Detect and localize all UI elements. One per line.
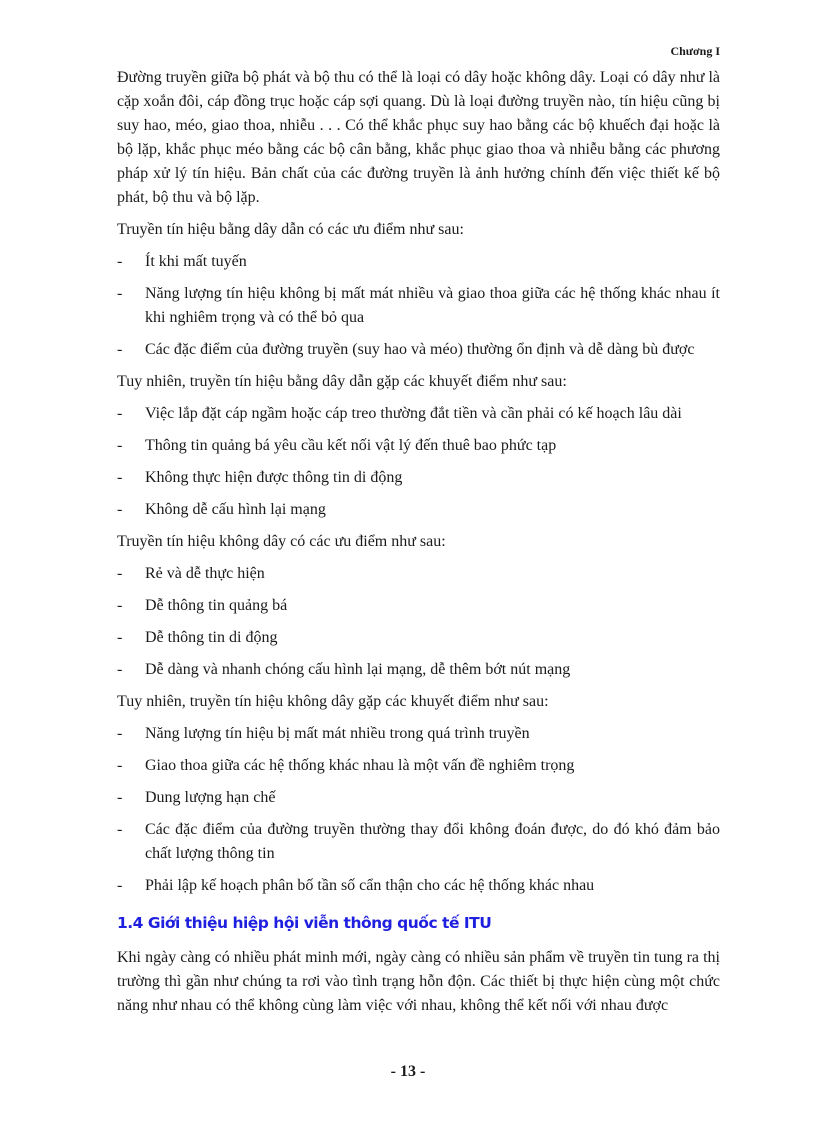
list-item-text: Dễ thông tin quảng bá xyxy=(145,597,288,614)
list-item-text: Không dễ cấu hình lại mạng xyxy=(145,501,326,518)
section-paragraph: Khi ngày càng có nhiều phát minh mới, ngày càng có nhiều sản phẩm về truyền tin tung ra thị trường thì gần như chúng ta rơi vào tình trạng hỗn độn. Các thiết bị thực hiện cùng một chức năng như nhau có thể không cùng làm việc với nhau, không thể kết nối với nhau được xyxy=(117,949,720,1014)
bullet-dash: - xyxy=(117,789,123,806)
page-content xyxy=(117,66,720,1026)
bullet-dash: - xyxy=(117,597,123,614)
list-item xyxy=(117,786,720,810)
bullet-dash: - xyxy=(117,405,123,422)
bullet-dash: - xyxy=(117,821,123,838)
list-item-text: Dung lượng hạn chế xyxy=(145,789,276,806)
list-item xyxy=(117,402,720,426)
intro-paragraph: Đường truyền giữa bộ phát và bộ thu có thể là loại có dây hoặc không dây. Loại có dây như là cặp xoắn đôi, cáp đồng trục hoặc cáp sợi quang. Dù là loại đường truyền nào, tín hiệu cũng bị suy hao, méo, giao thoa, nhiễu . . . Có thể khắc phục suy hao bằng các bộ khuếch đại hoặc là bộ lặp, khắc phục méo bằng các bộ cân bằng, khắc phục giao thoa và nhiễu bằng các phương pháp xử lý tín hiệu. Bản chất của các đường truyền là ảnh hưởng chính đến việc thiết kế bộ phát, bộ thu và bộ lặp. xyxy=(117,69,720,206)
list-item xyxy=(117,282,720,330)
section-heading: 1.4 Giới thiệu hiệp hội viễn thông quốc tế ITU xyxy=(117,914,492,932)
list-item xyxy=(117,338,720,362)
list-item-text: Rẻ và dễ thực hiện xyxy=(145,565,265,582)
list-item xyxy=(117,594,720,618)
wired-pros-lead: Truyền tín hiệu bằng dây dẫn có các ưu điểm như sau: xyxy=(117,221,464,238)
list-item xyxy=(117,874,720,898)
list-item-text: Không thực hiện được thông tin di động xyxy=(145,469,403,486)
list-item-text: Ít khi mất tuyến xyxy=(145,253,247,270)
list-item xyxy=(117,562,720,586)
list-item xyxy=(117,658,720,682)
list-item-text: Thông tin quảng bá yêu cầu kết nối vật lý đến thuê bao phức tạp xyxy=(145,437,557,454)
list-item xyxy=(117,754,720,778)
page-number: - 13 - xyxy=(390,1063,426,1080)
list-item xyxy=(117,722,720,746)
wired-cons-lead: Tuy nhiên, truyền tín hiệu bằng dây dẫn gặp các khuyết điểm như sau: xyxy=(117,373,567,390)
bullet-dash: - xyxy=(117,661,123,678)
list-item xyxy=(117,466,720,490)
bullet-dash: - xyxy=(117,877,123,894)
bullet-dash: - xyxy=(117,437,123,454)
list-item-text: Các đặc điểm của đường truyền (suy hao và méo) thường ổn định và dễ dàng bù được xyxy=(145,341,695,358)
bullet-dash: - xyxy=(117,469,123,486)
bullet-dash: - xyxy=(117,341,123,358)
list-item-text: Việc lắp đặt cáp ngầm hoặc cáp treo thường đắt tiền và cần phải có kế hoạch lâu dài xyxy=(145,405,682,422)
list-item xyxy=(117,250,720,274)
bullet-dash: - xyxy=(117,565,123,582)
bullet-dash: - xyxy=(117,757,123,774)
bullet-dash: - xyxy=(117,253,123,270)
list-item-text: Dễ dàng và nhanh chóng cấu hình lại mạng, dễ thêm bớt nút mạng xyxy=(145,661,571,678)
bullet-dash: - xyxy=(117,725,123,742)
list-item-text: Giao thoa giữa các hệ thống khác nhau là một vấn đề nghiêm trọng xyxy=(145,757,575,774)
list-item-text: Năng lượng tín hiệu không bị mất mát nhiều và giao thoa giữa các hệ thống khác nhau ít khi nghiêm trọng và có thể bỏ qua xyxy=(145,285,720,326)
wireless-cons-lead: Tuy nhiên, truyền tín hiệu không dây gặp các khuyết điểm như sau: xyxy=(117,693,549,710)
bullet-dash: - xyxy=(117,501,123,518)
wireless-pros-lead: Truyền tín hiệu không dây có các ưu điểm như sau: xyxy=(117,533,446,550)
bullet-dash: - xyxy=(117,285,123,302)
chapter-header: Chương I xyxy=(670,44,720,58)
list-item xyxy=(117,818,720,866)
bullet-dash: - xyxy=(117,629,123,646)
list-item xyxy=(117,626,720,650)
list-item-text: Các đặc điểm của đường truyền thường thay đổi không đoán được, do đó khó đảm bảo chất lượng thông tin xyxy=(145,821,720,862)
list-item xyxy=(117,434,720,458)
list-item-text: Dễ thông tin di động xyxy=(145,629,278,646)
list-item-text: Phải lập kế hoạch phân bố tần số cẩn thận cho các hệ thống khác nhau xyxy=(145,877,595,894)
list-item-text: Năng lượng tín hiệu bị mất mát nhiều trong quá trình truyền xyxy=(145,725,530,742)
list-item xyxy=(117,498,720,522)
